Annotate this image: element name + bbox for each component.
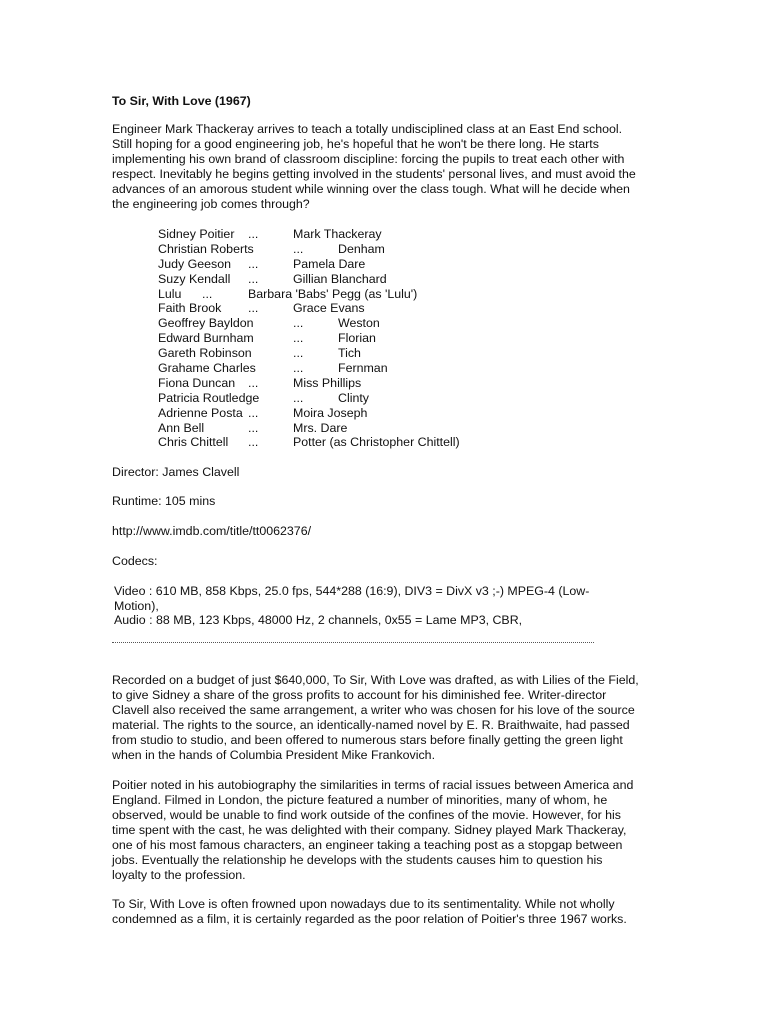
cast-separator: ... xyxy=(248,375,259,390)
cast-separator: ... xyxy=(293,241,304,256)
cast-row xyxy=(158,331,578,346)
cast-actor: Suzy Kendall xyxy=(158,271,231,286)
cast-actor: Chris Chittell xyxy=(158,435,229,450)
cast-separator: ... xyxy=(248,420,259,435)
cast-row xyxy=(158,346,578,361)
cast-separator: ... xyxy=(293,390,304,405)
imdb-link[interactable]: http://www.imdb.com/title/tt0062376/ xyxy=(112,524,312,538)
cast-separator: ... xyxy=(202,286,213,301)
cast-separator: ... xyxy=(248,271,259,286)
cast-role: Barbara 'Babs' Pegg (as 'Lulu') xyxy=(248,286,418,301)
cast-row xyxy=(158,272,578,287)
cast-role: Weston xyxy=(338,316,380,331)
cast-separator: ... xyxy=(293,361,304,376)
cast-role: Fernman xyxy=(338,361,388,376)
cast-role: Grace Evans xyxy=(293,301,365,316)
document-title: To Sir, With Love (1967) xyxy=(112,94,251,108)
cast-actor: Geoffrey Bayldon xyxy=(158,316,254,331)
synopsis-paragraph: Engineer Mark Thackeray arrives to teach a totally undisciplined class at an East End school. Still hoping for a good engineering job, he's hopeful that he won't be there long. He starts implementing his own brand of classroom discipline: forcing the pupils to treat each other with respect. Inevitably he begins getting involved in the students' personal lives, and must avoid the advances of an amorous student while winning over the class tough. What will he decide when the engineering job comes through? xyxy=(112,122,636,211)
cast-actor: Faith Brook xyxy=(158,301,222,316)
director-line: Director: James Clavell xyxy=(112,465,240,479)
autobiography-paragraph: Poitier noted in his autobiography the similarities in terms of racial issues between America and England. Filmed in London, the picture featured a number of minorities, many of whom, he observed, would be unable to find work outside of the confines of the movie. However, for his time spent with the cast, he was delighted with their company. Sidney played Mark Thackeray, one of his most famous characters, an engineer taking a teaching post as a stopgap between jobs. Eventually the relationship he develops with the students causes him to question his loyalty to the profession. xyxy=(112,778,634,882)
cast-row xyxy=(158,287,578,302)
cast-role: Miss Phillips xyxy=(293,375,362,390)
cast-list xyxy=(158,227,578,450)
cast-role: Gillian Blanchard xyxy=(293,271,387,286)
cast-separator: ... xyxy=(248,301,259,316)
reception-paragraph: To Sir, With Love is often frowned upon nowadays due to its sentimentality. While not wholly condemned as a film, it is certainly regarded as the poor relation of Poitier's three 1967 works. xyxy=(112,897,627,926)
cast-actor: Ann Bell xyxy=(158,420,205,435)
cast-role: Moira Joseph xyxy=(293,405,368,420)
cast-actor: Patricia Routledge xyxy=(158,390,260,405)
cast-actor: Gareth Robinson xyxy=(158,346,252,361)
cast-row xyxy=(158,361,578,376)
codecs-label: Codecs: xyxy=(112,554,158,568)
cast-actor: Fiona Duncan xyxy=(158,375,236,390)
cast-separator: ... xyxy=(293,346,304,361)
cast-actor: Judy Geeson xyxy=(158,256,232,271)
cast-role: Mrs. Dare xyxy=(293,420,348,435)
cast-row xyxy=(158,242,578,257)
cast-row xyxy=(158,406,578,421)
cast-role: Pamela Dare xyxy=(293,256,366,271)
cast-row xyxy=(158,376,578,391)
cast-role: Florian xyxy=(338,331,376,346)
cast-actor: Sidney Poitier xyxy=(158,227,235,241)
cast-separator: ... xyxy=(248,405,259,420)
cast-row xyxy=(158,257,578,272)
cast-role: Clinty xyxy=(338,390,369,405)
audio-codec-line: Audio : 88 MB, 123 Kbps, 48000 Hz, 2 channels, 0x55 = Lame MP3, CBR, xyxy=(114,613,523,627)
cast-separator: ... xyxy=(248,227,259,241)
cast-row xyxy=(158,301,578,316)
cast-actor: Christian Roberts xyxy=(158,241,254,256)
cast-separator: ... xyxy=(293,316,304,331)
cast-role: Mark Thackeray xyxy=(293,227,382,241)
cast-separator: ... xyxy=(248,256,259,271)
cast-role: Potter (as Christopher Chittell) xyxy=(293,435,460,450)
cast-row xyxy=(158,227,578,242)
cast-role: Denham xyxy=(338,241,385,256)
cast-row xyxy=(158,435,578,450)
cast-row xyxy=(158,421,578,436)
cast-separator: ... xyxy=(293,331,304,346)
cast-row xyxy=(158,391,578,406)
dotted-separator xyxy=(112,642,594,645)
cast-actor: Grahame Charles xyxy=(158,361,256,376)
cast-actor: Lulu xyxy=(158,286,182,301)
cast-row xyxy=(158,316,578,331)
cast-actor: Edward Burnham xyxy=(158,331,254,346)
video-codec-line: Video : 610 MB, 858 Kbps, 25.0 fps, 544*288 (16:9), DIV3 = DivX v3 ;-) MPEG-4 (Low-Motion), xyxy=(114,584,590,613)
cast-role: Tich xyxy=(338,346,361,361)
cast-separator: ... xyxy=(248,435,259,450)
cast-actor: Adrienne Posta xyxy=(158,405,243,420)
runtime-line: Runtime: 105 mins xyxy=(112,494,216,508)
budget-paragraph: Recorded on a budget of just $640,000, To Sir, With Love was drafted, as with Lilies of the Field, to give Sidney a share of the gross profits to account for his diminished fee. Writer-director Clavell also received the same arrangement, a writer who was chosen for his love of the source material. The rights to the source, an identically-named novel by E. R. Braithwaite, had passed from studio to studio, and been offered to numerous stars before finally getting the green light when in the hands of Columbia President Mike Frankovich. xyxy=(112,673,639,762)
